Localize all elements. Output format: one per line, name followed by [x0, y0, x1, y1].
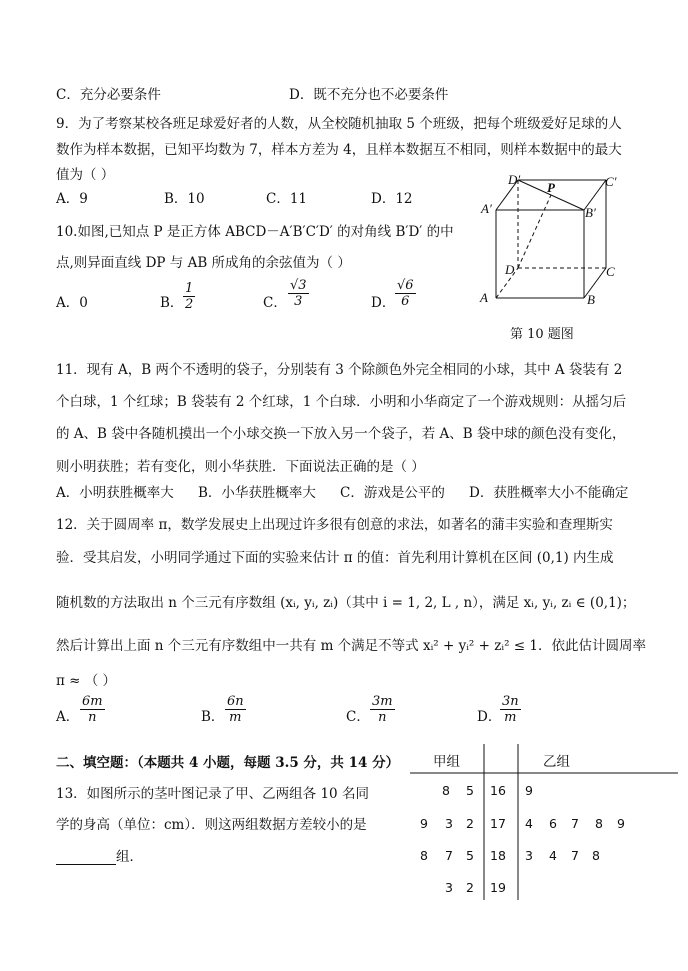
q8-option-d: D．既不充分也不必要条件 [289, 87, 449, 103]
segment-dp [518, 195, 551, 268]
q11-line4: 则小明获胜；若有变化，则小华获胜．下面说法正确的是（ ） [56, 459, 425, 475]
fraction-denominator: m [504, 710, 517, 725]
cube-label-a1: A′ [481, 201, 492, 216]
q12-line3: 随机数的方法取出 n 个三元有序数组 (xᵢ, yᵢ, zᵢ)（其中 i = 1, 2, L , n），满足 xᵢ, yᵢ, zᵢ ∈ (0,1)； [56, 595, 636, 611]
leaf-right: 7 [571, 848, 579, 863]
fraction-numerator: 6m [82, 694, 103, 709]
q11-line3: 的 A、B 袋中各随机摸出一个小球交换一下放入另一个袋子，若 A、B 袋中球的颜色没有变化， [56, 426, 626, 442]
leaf-right: 7 [571, 816, 579, 831]
q11-line1: 11．现有 A，B 两个不透明的袋子，分别装有 3 个除颜色外完全相同的小球，其中 A 袋装有 2 [56, 362, 623, 378]
q13-line3-suffix: 组． [116, 849, 143, 865]
cube-label-c: C [606, 264, 615, 279]
fraction-numerator: 6n [227, 694, 244, 709]
leaf-left: 8 [420, 848, 428, 863]
leaf-left: 2 [466, 880, 474, 895]
q12-line5: π ≈ （ ） [56, 673, 117, 689]
cube-label-c1: C′ [605, 174, 617, 189]
q12-option-d-label: D． [477, 709, 502, 725]
fraction-denominator: n [88, 710, 97, 725]
fraction-numerator: √3 [290, 278, 307, 293]
q11-option-d: D．获胜概率大小不能确定 [469, 485, 629, 501]
q13-line1: 13．如图所示的茎叶图记录了甲、乙两组各 10 名同 [56, 786, 369, 802]
q11-option-a: A．小明获胜概率大 [56, 485, 174, 501]
q13-line2: 学的身高（单位：cm）．则这两组数据方差较小的是 [56, 817, 367, 833]
q9-line1: 9．为了考察某校各班足球爱好者的人数，从全校随机抽取 5 个班级，把每个班级爱好足球的人 [56, 116, 622, 132]
q10-option-c-fraction [288, 278, 309, 309]
cube-label-b: B [587, 292, 595, 307]
leaf-right: 9 [525, 783, 533, 798]
stem-value: 17 [490, 816, 506, 831]
q11-line2: 个白球，1 个红球；B 袋装有 2 个红球，1 个白球．小明和小华商定了一个游戏规则：从摇匀后 [56, 394, 627, 410]
q12-option-c-label: C． [346, 709, 370, 725]
answer-blank[interactable] [56, 850, 116, 865]
q10-line1: 10.如图,已知点 P 是正方体 ABCD－A′B′C′D′ 的对角线 B′D′ 的中 [56, 224, 454, 240]
fraction-numerator: 1 [185, 281, 194, 296]
q11-option-b: B．小华获胜概率大 [198, 485, 316, 501]
q10-option-a: A．0 [56, 295, 88, 311]
cube-label-a: A [480, 290, 488, 305]
leaf-left: 5 [466, 783, 474, 798]
fraction-denominator: 3 [294, 294, 303, 309]
q12-line1: 12．关于圆周率 π，数学发展史上出现过许多很有创意的求法，如著名的蒲丰实验和查理斯实 [56, 517, 613, 533]
q10-line2: 点,则异面直线 DP 与 AB 所成角的余弦值为（ ） [56, 255, 351, 271]
stem-value: 19 [490, 880, 506, 895]
fraction-denominator: 2 [185, 297, 194, 312]
q9-option-d: D．12 [371, 191, 413, 207]
cube-label-p: P [547, 180, 555, 195]
fraction-numerator: 3n [502, 694, 519, 709]
leaf-left: 7 [445, 848, 453, 863]
q12-option-b-label: B． [201, 709, 225, 725]
q12-option-d-fraction [500, 694, 521, 725]
leaf-left: 8 [442, 783, 450, 798]
leaf-left: 3 [445, 880, 453, 895]
section-2-heading: 二、填空题：（本题共 4 小题，每题 3.5 分，共 14 分） [56, 755, 400, 771]
fraction-denominator: 6 [401, 294, 410, 309]
q9-line3: 值为（ ） [56, 167, 115, 183]
q10-option-b-label: B． [160, 295, 184, 311]
stem-leaf-header-left: 甲组 [433, 754, 460, 770]
leaf-left: 9 [420, 816, 428, 831]
q12-option-a-fraction [80, 694, 105, 725]
q12-line4: 然后计算出上面 n 个三元有序数组中一共有 m 个满足不等式 xᵢ² + yᵢ² + zᵢ² ≤ 1．依此估计圆周率 [56, 638, 646, 654]
q12-option-c-fraction [370, 694, 395, 725]
q10-option-b-fraction [183, 281, 195, 312]
q9-option-a: A．9 [56, 191, 88, 207]
stem-value: 16 [490, 783, 506, 798]
leaf-right: 9 [617, 816, 625, 831]
leaf-right: 8 [592, 848, 600, 863]
q9-option-c: C．11 [266, 191, 308, 207]
leaf-right: 3 [525, 848, 533, 863]
leaf-right: 4 [525, 816, 533, 831]
leaf-left: 2 [466, 816, 474, 831]
stem-leaf-header-right: 乙组 [543, 754, 570, 770]
leaf-right: 6 [549, 816, 557, 831]
q11-option-c: C．游戏是公平的 [340, 485, 445, 501]
leaf-left: 5 [466, 848, 474, 863]
q12-option-a-label: A． [56, 709, 80, 725]
q10-option-c-label: C． [263, 295, 287, 311]
leaf-right: 4 [549, 848, 557, 863]
leaf-left: 3 [445, 816, 453, 831]
figure-caption: 第 10 题图 [510, 327, 574, 342]
cube-label-d: D [505, 262, 515, 277]
fraction-numerator: 3m [372, 694, 393, 709]
q8-option-c: C．充分必要条件 [56, 87, 161, 103]
cube-label-d1: D′ [508, 172, 521, 187]
q10-option-d-fraction [395, 278, 416, 309]
stem-value: 18 [490, 848, 506, 863]
q10-option-d-label: D． [371, 295, 396, 311]
q12-option-b-fraction [225, 694, 246, 725]
cube-label-b1: B′ [585, 205, 596, 220]
q12-line2: 验．受其启发，小明同学通过下面的实验来估计 π 的值：首先利用计算机在区间 (0,1) 内生成 [56, 550, 614, 566]
leaf-right: 8 [595, 816, 603, 831]
fraction-denominator: n [378, 710, 387, 725]
q13-line3 [56, 845, 143, 865]
q9-option-b: B．10 [164, 191, 205, 207]
fraction-denominator: m [229, 710, 242, 725]
q9-line2: 数作为样本数据，已知平均数为 7，样本方差为 4，且样本数据互不相同，则样本数据中的最大 [56, 142, 622, 158]
fraction-numerator: √6 [397, 278, 414, 293]
